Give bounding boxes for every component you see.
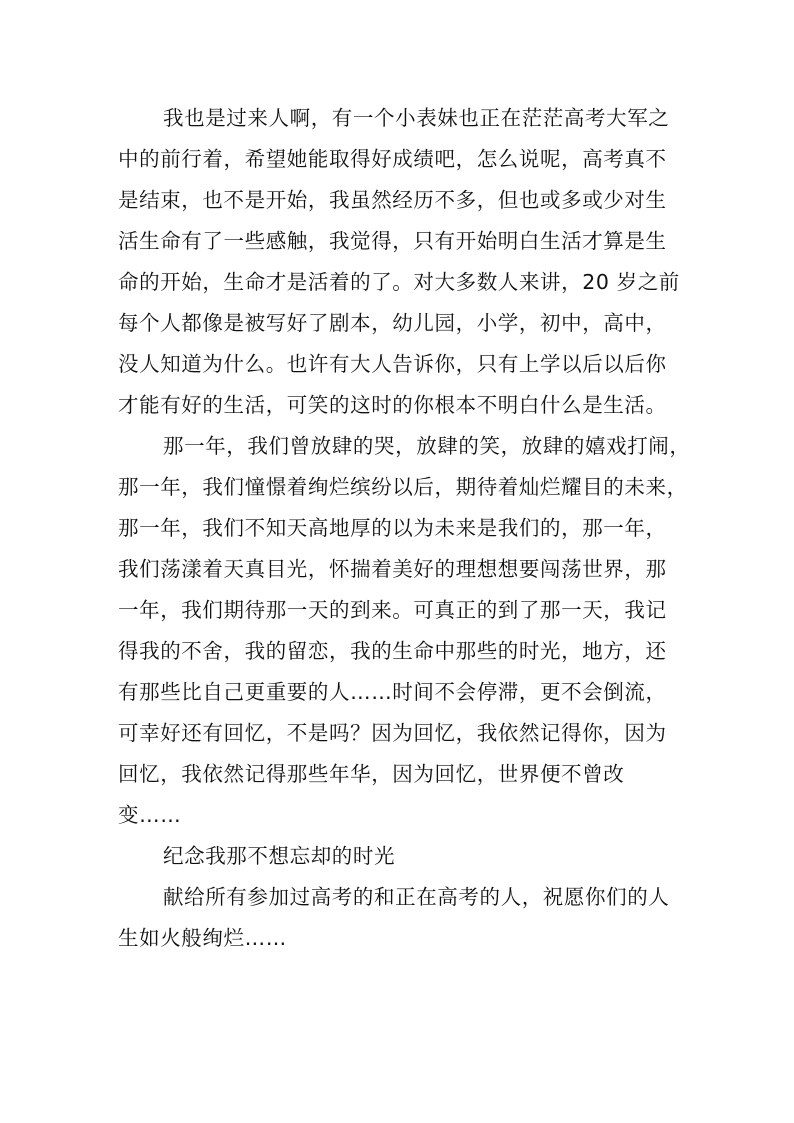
text-line: 得我的不舍，我的留恋，我的生命中那些的时光，地方，还 — [118, 639, 667, 663]
text-line: 可幸好还有回忆，不是吗？因为回忆，我依然记得你，因为 — [118, 721, 667, 745]
text-line: 有那些比自己更重要的人……时间不会停滞，更不会倒流， — [118, 680, 667, 704]
text-line: 每个人都像是被写好了剧本，幼儿园，小学，初中，高中， — [118, 311, 667, 335]
text-line: 生如火般绚烂…… — [118, 926, 287, 950]
text-line: 才能有好的生活，可笑的这时的你根本不明白什么是生活。 — [118, 393, 667, 417]
text-line: 那一年，我们憧憬着绚烂缤纷以后，期待着灿烂耀目的未来， — [118, 475, 688, 499]
text-line: 是结束，也不是开始，我虽然经历不多，但也或多或少对生 — [118, 188, 667, 212]
text-line: 我们荡漾着天真目光，怀揣着美好的理想想要闯荡世界，那 — [118, 557, 667, 581]
text-line: 中的前行着，希望她能取得好成绩吧，怎么说呢，高考真不 — [118, 147, 667, 171]
text-line: 活生命有了一些感触，我觉得，只有开始明白生活才算是生 — [118, 229, 667, 253]
text-line: 我也是过来人啊，有一个小表妹也正在茫茫高考大军之 — [163, 106, 670, 130]
text-line: 没人知道为什么。也许有大人告诉你，只有上学以后以后你 — [118, 352, 667, 376]
text-line: 命的开始，生命才是活着的了。对大多数人来讲，20 岁之前 — [118, 270, 680, 294]
text-line: 纪念我那不想忘却的时光 — [163, 844, 396, 868]
text-line: 变…… — [118, 803, 182, 827]
text-line: 一年，我们期待那一天的到来。可真正的到了那一天，我记 — [118, 598, 667, 622]
text-line: 那一年，我们不知天高地厚的以为未来是我们的，那一年， — [118, 516, 667, 540]
text-line: 献给所有参加过高考的和正在高考的人，祝愿你们的人 — [163, 885, 670, 909]
text-line: 回忆，我依然记得那些年华，因为回忆，世界便不曾改 — [118, 762, 625, 786]
text-line: 那一年，我们曾放肆的哭，放肆的笑，放肆的嬉戏打闹， — [163, 434, 691, 458]
